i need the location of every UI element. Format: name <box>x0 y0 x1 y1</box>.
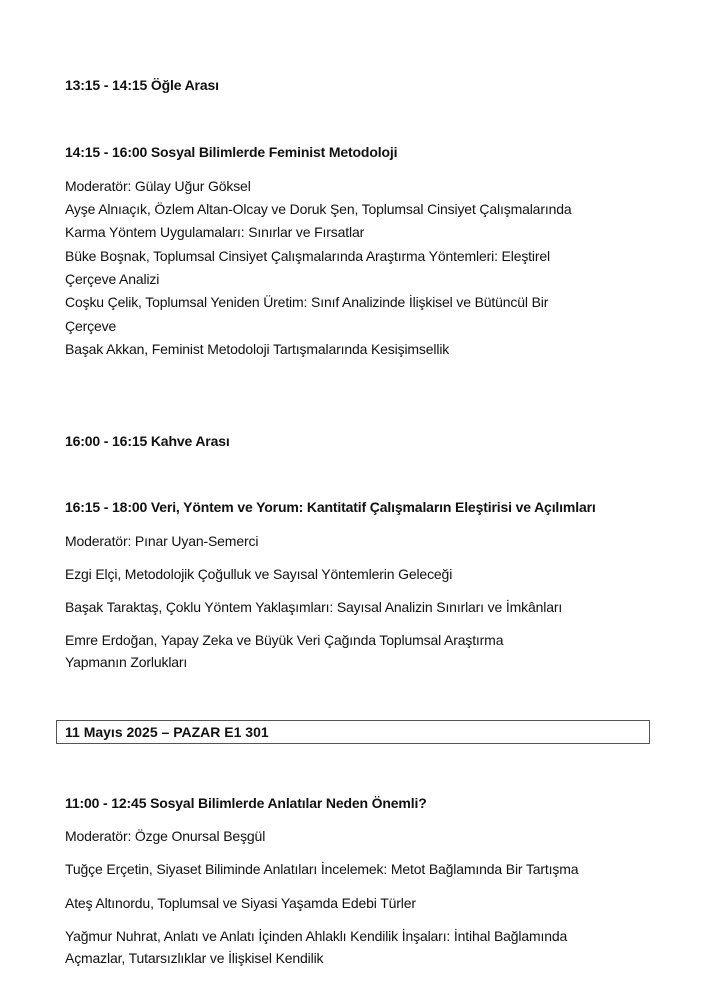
talk-line: Emre Erdoğan, Yapay Zeka ve Büyük Veri Çağında Toplumsal Araştırma <box>65 632 504 648</box>
moderator-line: Moderatör: Özge Onursal Beşgül <box>65 828 266 844</box>
talk-line: Coşku Çelik, Toplumsal Yeniden Üretim: Sınıf Analizinde İlişkisel ve Bütüncül Bir <box>65 294 549 310</box>
talk-line: Başak Taraktaş, Çoklu Yöntem Yaklaşımları: Sayısal Analizin Sınırları ve İmkânları <box>65 599 563 615</box>
talk-line: Karma Yöntem Uygulamaları: Sınırlar ve Fırsatlar <box>65 224 365 240</box>
talk-line: Yağmur Nuhrat, Anlatı ve Anlatı İçinden Ahlaklı Kendilik İnşaları: İntihal Bağlamında <box>65 928 568 944</box>
moderator-line: Moderatör: Gülay Uğur Göksel <box>65 178 251 194</box>
talk-line: Başak Akkan, Feminist Metodoloji Tartışmalarında Kesişimsellik <box>65 341 450 357</box>
session-heading-quantitative: 16:15 - 18:00 Veri, Yöntem ve Yorum: Kantitatif Çalışmaların Eleştirisi ve Açılımları <box>65 499 596 515</box>
talk-line: Büke Boşnak, Toplumsal Cinsiyet Çalışmalarında Araştırma Yöntemleri: Eleştirel <box>65 248 550 264</box>
moderator-line: Moderatör: Pınar Uyan-Semerci <box>65 533 259 549</box>
session-heading-narratives: 11:00 - 12:45 Sosyal Bilimlerde Anlatılar Neden Önemli? <box>65 795 427 811</box>
talk-line: Ayşe Alnıaçık, Özlem Altan-Olcay ve Doruk Şen, Toplumsal Cinsiyet Çalışmalarında <box>65 201 572 217</box>
talk-line: Çerçeve Analizi <box>65 271 160 287</box>
talk-line: Tuğçe Erçetin, Siyaset Biliminde Anlatıları İncelemek: Metot Bağlamında Bir Tartışma <box>65 861 579 877</box>
day-header: 11 Mayıs 2025 – PAZAR E1 301 <box>65 724 269 740</box>
talk-line: Çerçeve <box>65 318 117 334</box>
session-heading-feminist-methodology: 14:15 - 16:00 Sosyal Bilimlerde Feminist Metodoloji <box>65 144 398 160</box>
talk-line: Yapmanın Zorlukları <box>65 654 188 670</box>
talk-line: Açmazlar, Tutarsızlıklar ve İlişkisel Kendilik <box>65 950 324 966</box>
talk-line: Ateş Altınordu, Toplumsal ve Siyasi Yaşamda Edebi Türler <box>65 895 416 911</box>
day-header-box <box>56 720 650 744</box>
talk-line: Ezgi Elçi, Metodolojik Çoğulluk ve Sayısal Yöntemlerin Geleceği <box>65 566 453 582</box>
session-heading-lunch: 13:15 - 14:15 Öğle Arası <box>65 77 219 93</box>
session-heading-coffee-break: 16:00 - 16:15 Kahve Arası <box>65 433 230 449</box>
